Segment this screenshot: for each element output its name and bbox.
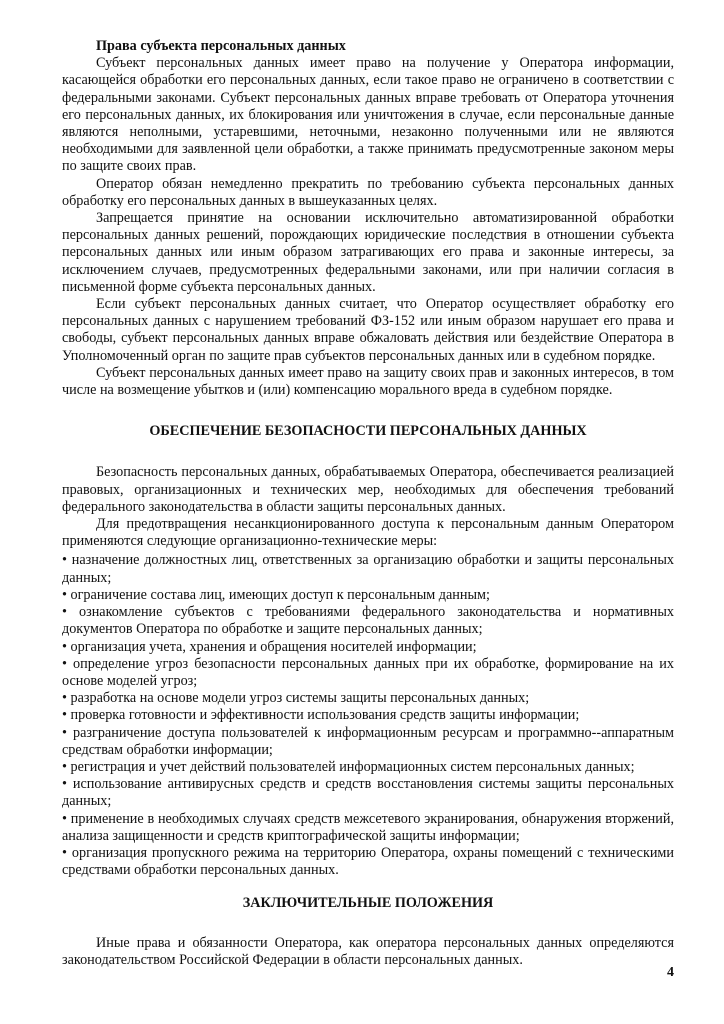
paragraph: Иные права и обязанности Оператора, как оператора персональных данных определяются законодательством Российской Федерации в области персональных данных. xyxy=(62,934,674,968)
section-security xyxy=(62,423,674,879)
measures-list xyxy=(62,552,674,879)
list-item: • проверка готовности и эффективности использования средств защиты информации; xyxy=(62,707,580,724)
list-item: • ознакомление субъектов с требованиями федерального законодательства и нормативных документов Оператора по обработке и защите персональных данных; xyxy=(62,604,674,638)
page-number: 4 xyxy=(667,965,674,980)
section-subject-rights xyxy=(62,38,674,399)
list-item: • назначение должностных лиц, ответственных за организацию обработки и защиты персональных данных; xyxy=(62,552,674,586)
paragraph: Для предотвращения несанкционированного доступа к персональным данным Оператором применяются следующие организационно-технические меры: xyxy=(62,516,674,550)
list-item: • организация учета, хранения и обращения носителей информации; xyxy=(62,638,477,655)
section-final xyxy=(62,895,674,969)
list-item: • применение в необходимых случаях средств межсетевого экранирования, обнаружения вторжений, анализа защищенности и средств криптографической защиты информации; xyxy=(62,810,674,844)
list-item: • организация пропускного режима на территорию Оператора, охраны помещений с техническими средствами обработки персональных данных. xyxy=(62,844,674,879)
document-page xyxy=(62,38,674,969)
list-item: • ограничение состава лиц, имеющих доступ к персональным данным; xyxy=(62,586,490,603)
list-item: • разработка на основе модели угроз системы защиты персональных данных; xyxy=(62,690,530,707)
paragraph: Безопасность персональных данных, обрабатываемых Оператора, обеспечивается реализацией правовых, организационных и технических мер, необходимых для обеспечения требований федерального законодательства в области защиты персональных данных. xyxy=(62,464,674,515)
paragraph: Субъект персональных данных имеет право на получение у Оператора информации, касающейся обработки его персональных данных, если такое право не ограничено в соответствии с федеральными законами. Субъект персональных данных вправе требовать от Оператора уточнения его персональных данных, их блокирования или уничтожения в случае, если персональные данные являются неполными, устаревшими, неточными, незаконно полученными или не являются необходимыми для заявленной цели обработки, а также принимать предусмотренные законом меры по защите своих прав. xyxy=(62,55,674,175)
list-item: • определение угроз безопасности персональных данных при их обработке, формирование на их основе моделей угроз; xyxy=(62,655,674,689)
paragraph: Если субъект персональных данных считает, что Оператор осуществляет обработку его персональных данных с нарушением требований ФЗ-152 или иным образом нарушает его права и свободы, субъект персональных данных вправе обжаловать действия или бездействие Оператора в Уполномоченный орган по защите прав субъектов персональных данных или в судебном порядке. xyxy=(62,296,674,364)
list-item: • регистрация и учет действий пользователей информационных систем персональных данных; xyxy=(62,758,635,775)
subject-rights-heading: Права субъекта персональных данных xyxy=(96,38,346,54)
final-heading: ЗАКЛЮЧИТЕЛЬНЫЕ ПОЛОЖЕНИЯ xyxy=(242,895,494,912)
list-item: • использование антивирусных средств и средств восстановления системы защиты персональных данных; xyxy=(62,776,674,810)
paragraph: Субъект персональных данных имеет право на защиту своих прав и законных интересов, в том числе на возмещение убытков и (или) компенсацию морального вреда в судебном порядке. xyxy=(62,364,674,399)
security-heading: ОБЕСПЕЧЕНИЕ БЕЗОПАСНОСТИ ПЕРСОНАЛЬНЫХ ДАННЫХ xyxy=(149,423,587,440)
paragraph: Запрещается принятие на основании исключительно автоматизированной обработки персональных данных решений, порождающих юридические последствия в отношении субъекта персональных данных или иным образом затрагивающих его права и законные интересы, за исключением случаев, предусмотренных федеральными законами, или при наличии согласия в письменной форме субъекта персональных данных. xyxy=(62,210,674,295)
paragraph: Оператор обязан немедленно прекратить по требованию субъекта персональных данных обработку его персональных данных в вышеуказанных целях. xyxy=(62,175,674,209)
list-item: • разграничение доступа пользователей к информационным ресурсам и программно--аппаратным средствам обработки информации; xyxy=(62,724,674,758)
